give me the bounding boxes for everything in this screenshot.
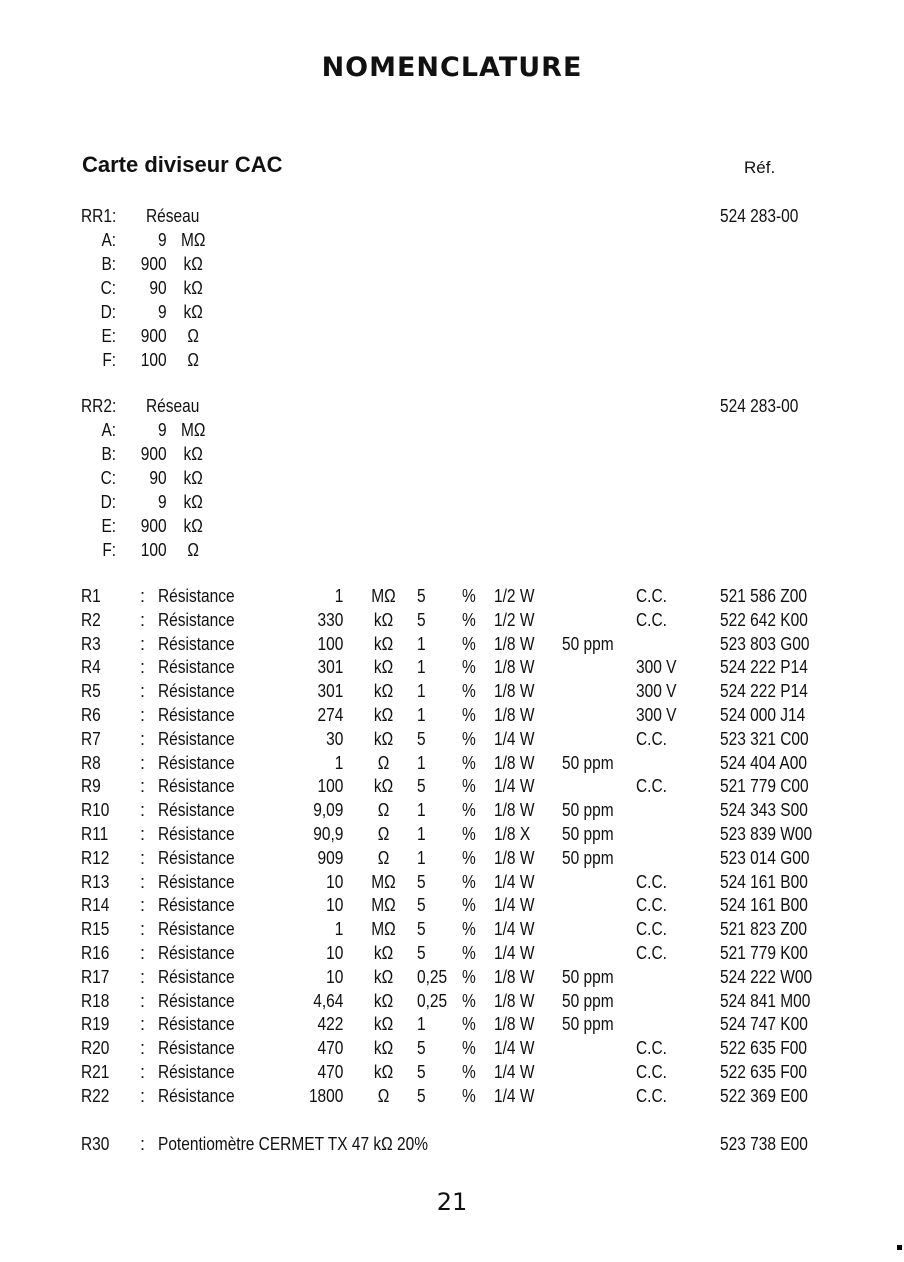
component-power: 1/8 W [494,966,535,987]
component-value: 1 [334,586,344,606]
component-percent: % [462,609,476,630]
separator: : [140,609,146,630]
component-percent: % [462,776,476,797]
component-value: 100 [317,633,344,654]
component-note: C.C. [636,1062,667,1082]
separator: : [140,871,146,892]
separator: : [140,657,146,678]
network-label: RR1: [81,206,117,226]
component-unit: MΩ [371,871,396,892]
component-type: Résistance [158,1038,235,1059]
component-id: R21 [81,1062,110,1082]
component-id: R2 [81,609,101,630]
separator: : [140,919,146,940]
component-tempco: 50 ppm [562,800,614,821]
ref-column-header: Réf. [744,158,776,177]
component-ref: 521 823 Z00 [720,919,807,940]
component-tolerance: 1 [417,824,426,844]
component-note: C.C. [636,609,667,630]
page-title: NOMENCLATURE [321,52,583,83]
component-ref: 524 222 P14 [720,657,808,678]
component-id: R11 [81,824,109,844]
component-note: C.C. [636,1085,667,1106]
component-tolerance: 5 [417,586,426,606]
component-id: R9 [81,776,101,797]
separator: : [140,728,146,749]
component-type: Résistance [158,800,235,821]
component-percent: % [462,824,476,844]
network-row-value: 90 [149,468,167,488]
component-percent: % [462,895,476,916]
network-label: RR2: [81,396,117,416]
component-tolerance: 0,25 [417,966,448,987]
component-id: R7 [81,728,101,749]
component-id: R5 [81,681,101,702]
component-percent: % [462,1014,476,1035]
separator: : [140,1085,146,1106]
component-type: Résistance [158,1062,235,1082]
component-tolerance: 5 [417,871,426,892]
component-tolerance: 1 [417,847,426,868]
network-row-key: A: [101,420,117,440]
component-unit: kΩ [373,1038,394,1059]
component-unit: kΩ [373,990,394,1011]
component-value: 100 [317,776,344,797]
network-ref: 524 283-00 [720,206,799,226]
component-ref: 524 222 P14 [720,681,808,702]
component-unit: Ω [377,800,390,821]
separator: : [140,586,146,606]
component-ref: 522 369 E00 [720,1085,808,1106]
component-power: 1/8 W [494,1014,535,1035]
component-note: C.C. [636,586,667,606]
component-percent: % [462,943,476,963]
component-ref: 524 000 J14 [720,705,806,725]
component-note: 300 V [636,705,677,725]
component-type: Résistance [158,609,235,630]
component-tempco: 50 ppm [562,633,614,654]
component-type: Résistance [158,824,235,844]
network-row-key: A: [101,230,117,250]
component-tolerance: 1 [417,752,426,773]
network-row-unit: kΩ [183,492,203,512]
component-ref: 524 343 S00 [720,800,808,821]
component-type: Résistance [158,895,235,916]
component-percent: % [462,1038,476,1059]
network-name: Réseau [146,396,200,416]
network-row-key: C: [100,468,117,488]
component-tolerance: 1 [417,657,426,678]
component-tolerance: 1 [417,633,426,654]
component-unit: kΩ [373,966,394,987]
component-percent: % [462,586,476,606]
component-value: 422 [317,1014,344,1035]
component-ref: 524 161 B00 [720,871,808,892]
component-note: C.C. [636,728,667,749]
component-type: Résistance [158,943,235,963]
component-note: C.C. [636,1038,667,1059]
component-percent: % [462,728,476,749]
component-tolerance: 1 [417,1014,426,1035]
network-row-unit: Ω [187,326,199,346]
component-note: C.C. [636,776,667,797]
component-percent: % [462,847,476,868]
component-power: 1/8 W [494,990,535,1011]
component-percent: % [462,966,476,987]
component-type: Résistance [158,776,235,797]
component-id: R17 [81,966,110,987]
component-type: Résistance [158,728,235,749]
separator: : [140,800,146,821]
component-value: 30 [326,728,344,749]
network-row-key: D: [100,302,117,322]
network-row-value: 9 [157,302,167,322]
network-row-unit: kΩ [183,444,203,464]
component-unit: kΩ [373,1062,394,1082]
network-row-value: 9 [157,492,167,512]
component-tolerance: 5 [417,1038,426,1059]
component-power: 1/8 W [494,752,535,773]
component-value: 10 [326,943,344,963]
component-type: Résistance [158,966,235,987]
component-power: 1/8 W [494,657,535,678]
component-unit: kΩ [373,728,394,749]
component-note: 300 V [636,681,677,702]
component-value: 10 [326,871,344,892]
component-id: R22 [81,1085,110,1106]
network-row-key: D: [100,492,117,512]
component-power: 1/8 W [494,800,535,821]
network-row-unit: kΩ [183,302,203,322]
component-unit: kΩ [373,657,394,678]
component-tempco: 50 ppm [562,1014,614,1035]
component-power: 1/2 W [494,586,535,606]
network-row-value: 900 [140,444,167,464]
component-unit: MΩ [371,919,396,940]
network-row-unit: kΩ [183,278,203,298]
network-row-value: 900 [140,326,167,346]
component-power: 1/4 W [494,919,535,940]
component-percent: % [462,705,476,725]
component-ref: 523 738 E00 [720,1134,808,1154]
component-ref: 523 014 G00 [720,847,810,868]
component-tolerance: 1 [417,681,426,702]
component-ref: 524 161 B00 [720,895,808,916]
separator: : [140,824,146,844]
component-percent: % [462,1085,476,1106]
component-type: Résistance [158,871,235,892]
component-tolerance: 5 [417,919,426,940]
network-row-unit: MΩ [180,420,206,440]
component-id: R13 [81,871,110,892]
component-value: 10 [326,966,344,987]
component-tempco: 50 ppm [562,752,614,773]
component-type: Résistance [158,586,235,606]
component-percent: % [462,919,476,940]
network-row-unit: MΩ [180,230,206,250]
component-type: Résistance [158,1014,235,1035]
component-type: Résistance [158,657,235,678]
component-ref: 524 841 M00 [720,990,811,1011]
component-percent: % [462,800,476,821]
component-power: 1/4 W [494,1085,535,1106]
component-power: 1/4 W [494,943,535,963]
component-unit: kΩ [373,681,394,702]
component-tempco: 50 ppm [562,966,614,987]
component-tolerance: 5 [417,776,426,797]
component-power: 1/4 W [494,1038,535,1059]
component-type: Résistance [158,752,235,773]
component-tolerance: 5 [417,1085,426,1106]
component-type: Résistance [158,847,235,868]
component-percent: % [462,990,476,1011]
component-id: R1 [81,586,101,606]
separator: : [140,847,146,868]
component-id: R30 [81,1134,110,1154]
network-row-value: 900 [140,516,167,536]
component-percent: % [462,1062,476,1082]
component-unit: kΩ [373,633,394,654]
component-value: 274 [317,705,344,725]
component-unit: Ω [377,824,390,844]
component-id: R18 [81,990,110,1011]
component-unit: kΩ [373,1014,394,1035]
component-unit: Ω [377,1085,390,1106]
separator: : [140,705,146,725]
network-row-key: E: [101,516,117,536]
separator: : [140,1014,146,1035]
component-ref: 524 404 A00 [720,752,807,773]
separator: : [140,752,146,773]
component-power: 1/8 X [494,824,531,844]
component-value: 4,64 [313,990,344,1011]
component-value: 330 [317,609,344,630]
component-unit: Ω [377,752,390,773]
component-power: 1/8 W [494,847,535,868]
component-ref: 524 222 W00 [720,966,813,987]
component-ref: 523 803 G00 [720,633,810,654]
component-power: 1/8 W [494,705,535,725]
component-tolerance: 5 [417,1062,426,1082]
component-percent: % [462,752,476,773]
component-percent: % [462,633,476,654]
component-note: C.C. [636,895,667,916]
component-tolerance: 1 [417,705,426,725]
component-ref: 524 747 K00 [720,1014,808,1035]
scan-mark [897,1245,902,1250]
component-unit: kΩ [373,705,394,725]
component-id: R6 [81,705,101,725]
component-ref: 522 642 K00 [720,609,808,630]
component-tolerance: 5 [417,728,426,749]
network-row-key: E: [101,326,117,346]
component-type: Résistance [158,919,235,940]
component-note: C.C. [636,943,667,963]
component-id: R20 [81,1038,110,1059]
network-row-key: C: [100,278,117,298]
component-ref: 522 635 F00 [720,1062,807,1082]
network-ref: 524 283-00 [720,396,799,416]
component-percent: % [462,657,476,678]
component-power: 1/4 W [494,1062,535,1082]
network-row-value: 900 [140,254,167,274]
component-power: 1/4 W [494,871,535,892]
network-name: Réseau [146,206,200,226]
component-ref: 523 839 W00 [720,824,813,844]
component-percent: % [462,681,476,702]
network-row-unit: kΩ [183,468,203,488]
separator: : [140,966,146,987]
component-tolerance: 0,25 [417,990,448,1011]
component-tempco: 50 ppm [562,824,614,844]
separator: : [140,1062,146,1082]
network-row-value: 90 [149,278,167,298]
component-power: 1/4 W [494,776,535,797]
network-row-value: 9 [157,230,167,250]
separator: : [140,1134,146,1154]
network-row-unit: Ω [187,540,199,560]
separator: : [140,943,146,963]
network-row-value: 100 [140,350,167,370]
component-tempco: 50 ppm [562,847,614,868]
potentiometer-description: Potentiomètre CERMET TX 47 kΩ 20% [158,1134,428,1154]
component-tolerance: 1 [417,800,426,821]
network-row-key: F: [102,540,117,560]
component-id: R16 [81,943,110,963]
component-unit: MΩ [371,586,396,606]
component-unit: Ω [377,847,390,868]
separator: : [140,633,146,654]
component-power: 1/8 W [494,633,535,654]
component-note: C.C. [636,871,667,892]
component-id: R3 [81,633,101,654]
network-row-key: B: [101,254,117,274]
component-value: 470 [317,1062,344,1082]
component-percent: % [462,871,476,892]
component-value: 470 [317,1038,344,1059]
component-power: 1/2 W [494,609,535,630]
component-unit: MΩ [371,895,396,916]
component-value: 90,9 [313,824,344,844]
component-id: R12 [81,847,110,868]
component-tolerance: 5 [417,609,426,630]
component-ref: 521 779 C00 [720,776,809,797]
separator: : [140,1038,146,1059]
page-number: 21 [436,1188,468,1216]
network-row-unit: Ω [187,350,199,370]
component-unit: kΩ [373,776,394,797]
separator: : [140,681,146,702]
component-value: 1 [334,752,344,773]
component-ref: 523 321 C00 [720,728,809,749]
component-power: 1/4 W [494,728,535,749]
component-value: 9,09 [313,800,344,821]
component-tempco: 50 ppm [562,990,614,1011]
component-type: Résistance [158,705,235,725]
network-row-key: B: [101,444,117,464]
component-note: C.C. [636,919,667,940]
component-ref: 521 586 Z00 [720,586,807,606]
network-row-value: 100 [140,540,167,560]
component-id: R4 [81,657,101,678]
component-power: 1/8 W [494,681,535,702]
component-type: Résistance [158,1085,235,1106]
component-power: 1/4 W [494,895,535,916]
component-id: R14 [81,895,110,916]
component-type: Résistance [158,681,235,702]
component-unit: kΩ [373,609,394,630]
network-row-unit: kΩ [183,254,203,274]
separator: : [140,776,146,797]
component-value: 301 [317,681,344,702]
component-id: R10 [81,800,110,821]
component-note: 300 V [636,657,677,678]
component-value: 10 [326,895,344,916]
component-type: Résistance [158,990,235,1011]
component-ref: 522 635 F00 [720,1038,807,1059]
network-row-key: F: [102,350,117,370]
network-row-unit: kΩ [183,516,203,536]
component-unit: kΩ [373,943,394,963]
separator: : [140,990,146,1011]
component-id: R19 [81,1014,110,1035]
separator: : [140,895,146,916]
component-id: R8 [81,752,101,773]
component-value: 909 [317,847,344,868]
section-title: Carte diviseur CAC [82,152,283,177]
component-type: Résistance [158,633,235,654]
network-row-value: 9 [157,420,167,440]
component-ref: 521 779 K00 [720,943,808,963]
component-tolerance: 5 [417,895,426,916]
component-value: 1800 [308,1085,344,1106]
component-value: 301 [317,657,344,678]
component-id: R15 [81,919,110,940]
component-tolerance: 5 [417,943,426,963]
component-value: 1 [334,919,344,940]
